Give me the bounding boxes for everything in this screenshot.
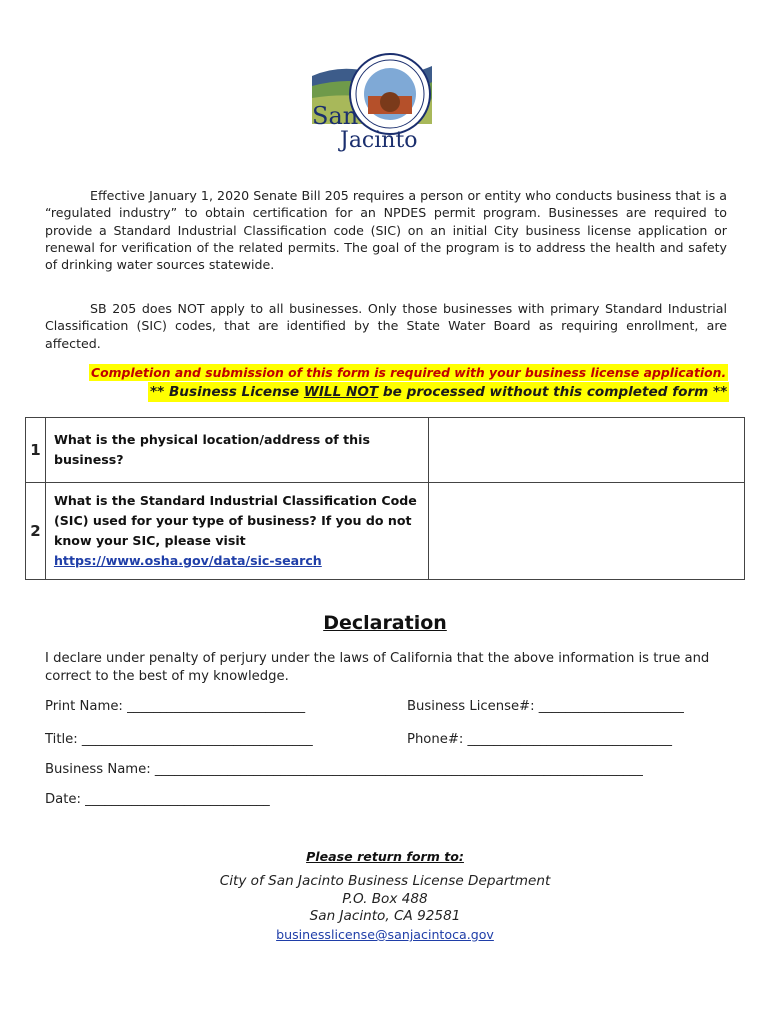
logo-word-jacinto: Jacinto [340, 128, 418, 153]
intro-paragraph-2: SB 205 does NOT apply to all businesses. Only those businesses with primary Standard Industrial Classification (SIC) codes, that are identified by the State Water Board as requiring enrollment, are affected. [45, 301, 727, 351]
business-name-field[interactable]: Business Name: __________________________________________________________________________ [45, 762, 643, 777]
return-po-box: P.O. Box 488 [342, 891, 428, 907]
question-number: 2 [26, 483, 46, 580]
logo-word-san: San [312, 102, 359, 130]
title-field[interactable]: Title: ___________________________________ [45, 732, 313, 747]
return-city: San Jacinto, CA 92581 [309, 908, 461, 924]
return-title: Please return form to: [306, 849, 464, 864]
notice-will-not-process: ** Business License WILL NOT be processed without this completed form ** [150, 384, 728, 400]
business-license-field[interactable]: Business License#: ______________________ [407, 699, 684, 714]
questions-table [25, 417, 745, 580]
question-number: 1 [26, 418, 46, 483]
city-logo [310, 46, 434, 158]
return-email-link[interactable]: businesslicense@sanjacintoca.gov [276, 927, 494, 942]
notice-required: Completion and submission of this form is required with your business license application. [91, 365, 727, 380]
answer-field-sic[interactable] [429, 483, 745, 580]
print-name-field[interactable]: Print Name: ___________________________ [45, 699, 306, 714]
question-text-block [45, 483, 428, 580]
question-row [26, 418, 745, 483]
question-text: What is the physical location/address of this business? [45, 418, 428, 483]
declaration-text: I declare under penalty of perjury under the laws of California that the above information is true and correct to the best of my knowledge. [45, 651, 710, 684]
return-department: City of San Jacinto Business License Department [219, 873, 551, 889]
question-text: What is the Standard Industrial Classification Code (SIC) used for your type of business? If you do not know your SIC, please visit [53, 493, 417, 548]
question-row [26, 483, 745, 580]
phone-field[interactable]: Phone#: _______________________________ [407, 732, 672, 747]
sic-search-link[interactable]: https://www.osha.gov/data/sic-search [53, 553, 322, 568]
date-field[interactable]: Date: ____________________________ [45, 792, 270, 807]
intro-paragraph-1: Effective January 1, 2020 Senate Bill 205 requires a person or entity who conducts business that is a “regulated industry” to obtain certification for an NPDES permit program. Businesses are required to provide a Standard Industrial Classification code (SIC) on an initial City business license application or renewal for verification of the related permits. The goal of the program is to address the health and safety of drinking water sources statewide. [45, 188, 727, 273]
declaration-title: Declaration [323, 612, 447, 634]
answer-field-address[interactable] [429, 418, 745, 483]
